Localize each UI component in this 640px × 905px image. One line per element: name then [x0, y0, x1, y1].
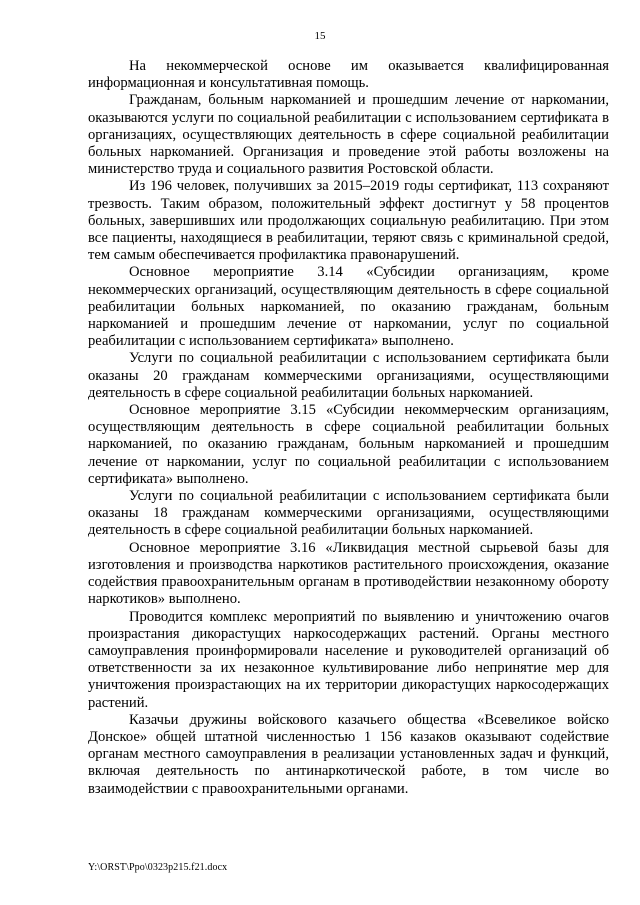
paragraph-6: Основное мероприятие 3.15 «Субсидии некоммерческим организациям, осуществляющим деятельность в сфере социальной реабилитации больных наркоманией, по оказанию гражданам, больным наркоманией и прошедшим лечение от наркомании, услуг по социальной реабилитации с использованием сертификата» выполнено. — [88, 402, 609, 487]
footer-file-path: Y:\ORST\Ppo\0323p215.f21.docx — [88, 862, 228, 873]
paragraph-2: Гражданам, больным наркоманией и прошедшим лечение от наркомании, оказываются услуги по социальной реабилитации с использованием сертификата в организациях, осуществляющих деятельность в сфере социальной реабилитации больных наркоманией. Организация и проведение этой работы возложены на министерство труда и социального развития Ростовской области. — [88, 92, 609, 178]
paragraph-9: Проводится комплекс мероприятий по выявлению и уничтожению очагов произрастания дикорастущих наркосодержащих растений. Органы местного самоуправления проинформировали население и руководителей организаций об ответственности за их незаконное культивирование либо непринятие мер для уничтожения произрастающих на их территории дикорастущих наркосодержащих растений. — [88, 608, 609, 711]
paragraph-8: Основное мероприятие 3.16 «Ликвидация местной сырьевой базы для изготовления и производства наркотиков растительного происхождения, оказание содействия правоохранительным органам в противодействии незаконному обороту наркотиков» выполнено. — [88, 539, 609, 608]
page-number: 15 — [314, 30, 326, 42]
paragraph-4: Основное мероприятие 3.14 «Субсидии организациям, кроме некоммерческих организаций, осуществляющим деятельность в сфере социальной реабилитации больных наркоманией, по оказанию гражданам, больным наркоманией и прошедшим лечение от наркомании, услуг по социальной реабилитации с использованием сертификата» выполнено. — [88, 264, 609, 350]
body-text — [88, 58, 609, 798]
paragraph-3: Из 196 человек, получивших за 2015–2019 годы сертификат, 113 сохраняют трезвость. Таким образом, положительный эффект достигнут у 58 процентов больных, завершивших или продолжающих социальную реабилитацию. При этом все пациенты, находящиеся в реабилитации, теряют связь с криминальной средой, тем самым обеспечивается профилактика правонарушений. — [88, 178, 609, 264]
paragraph-10: Казачьи дружины войскового казачьего общества «Всевеликое войско Донское» общей штатной численностью 1 156 казаков оказывают содействие органам местного самоуправления в реализации установленных задач и функций, включая деятельность по антинаркотической работе, в том числе во взаимодействии с правоохранительными органами. — [88, 711, 609, 797]
paragraph-5: Услуги по социальной реабилитации с использованием сертификата были оказаны 20 гражданам коммерческими организациями, осуществляющими деятельность в сфере социальной реабилитации больных наркоманией. — [88, 350, 609, 401]
paragraph-1: На некоммерческой основе им оказывается квалифицированная информационная и консультативная помощь. — [88, 58, 609, 92]
paragraph-7: Услуги по социальной реабилитации с использованием сертификата были оказаны 18 гражданам коммерческими организациями, осуществляющими деятельность в сфере социальной реабилитации больных наркоманией. — [88, 488, 609, 539]
